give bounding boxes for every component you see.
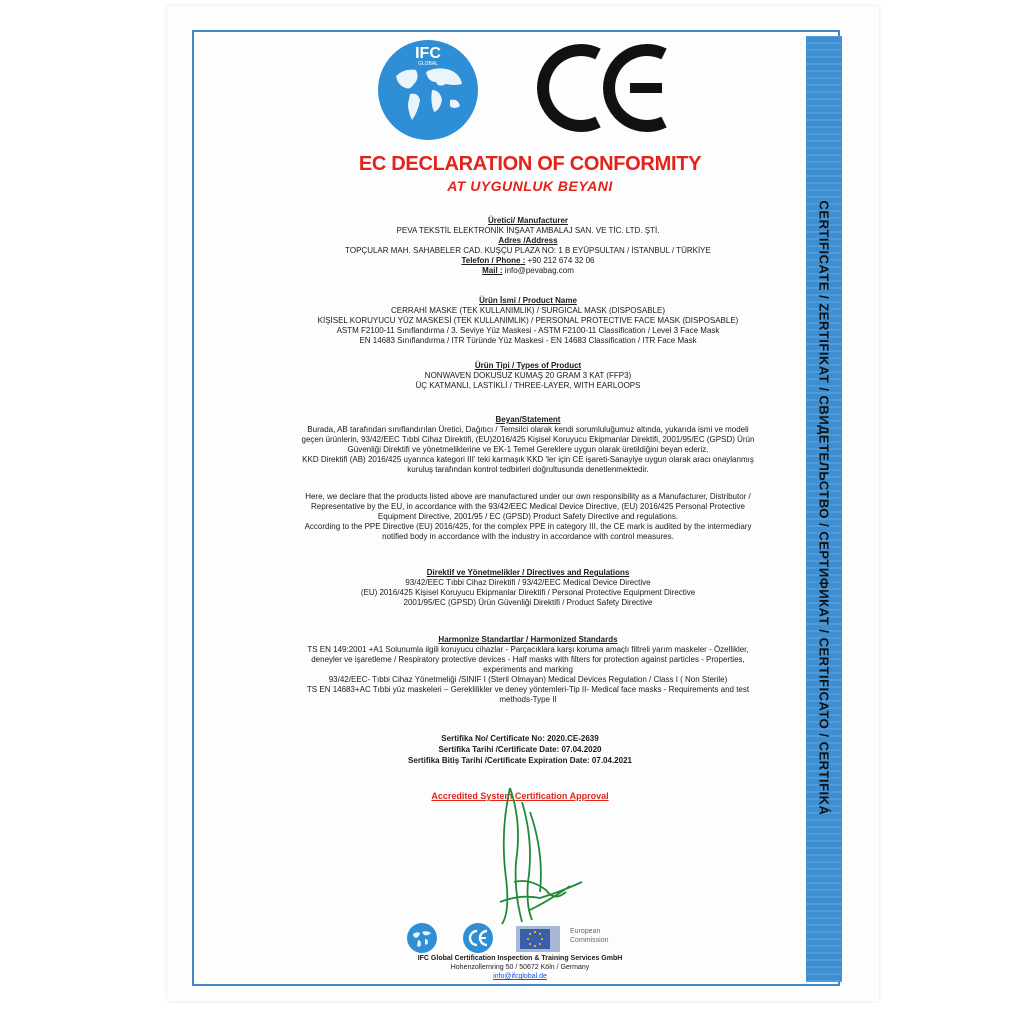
manufacturer-name: PEVA TEKSTİL ELEKTRONİK İNŞAAT AMBALAJ SAN. VE TİC. LTD. ŞTİ. [396,226,660,235]
accredited-approval-text: Accredited System Certification Approval [431,791,609,801]
directives-section [240,568,816,608]
phone-line [240,256,816,266]
product-section [240,296,816,346]
eu-line-1: European [570,928,601,935]
types-heading: Ürün Tipi / Types of Product [474,361,582,370]
statement-heading: Beyan/Statement [495,415,561,424]
types-line: ÜÇ KATMANLI, LASTİKLİ / THREE-LAYER, WITH EARLOOPS [415,381,641,390]
address-heading: Adres /Address [498,236,558,245]
statement-tr-line: Burada, AB tarafından sınıflandırılan Üretici, Dağıtıcı / Temsilci olarak kendi sorumluluğumuz altında, yukarıda ismi ve modeli [307,425,749,434]
footer-ce-logo [462,922,494,954]
statement-en-line: Representative by the EU, in accordance with the 93/42/EEC Medical Device Directive, (EU) 2016/425 Personal Protective [311,502,745,511]
mail-line [240,266,816,276]
statement-en-line: Equipment Directive, 2001/95 / EC (GPSD) Product Safety Directive and regulations. [377,512,679,521]
statement-tr-line: geçen ürünlerin, 93/42/EEC Tıbbi Cihaz Direktifi, (EU)2016/425 Kişisel Koruyucu Ekipmanlar Direktifi, 2001/95/EC (GPSD) Ürün [301,435,755,444]
european-commission-label [570,927,609,945]
types-line: NONWAVEN DOKUSUZ KUMAŞ 20 GRAM 3 KAT (FFP3) [424,371,632,380]
sidebar-certificate-text: CERTIFICATE / ZERTIFIKAT / СВИДЕТЕЛЬСТВО / СЕРТИФИКАТ / CERTIFICATO / CERTIFIKÁ [816,200,832,816]
footer-company: IFC Global Certification Inspection & Training Services GmbH [417,955,623,962]
certificate-info [300,733,740,766]
ifc-logo-text: IFC [415,45,441,62]
standard-line: 93/42/EEC- Tıbbi Cihaz Yönetmeliği /SINIF I (Steril Olmayan) Medical Devices Regulation / Class I ( Non Sterile) [328,675,728,684]
product-line: CERRAHİ MASKE (TEK KULLANIMLIK) / SURGICAL MASK (DISPOSABLE) [391,306,665,315]
standards-section [240,635,816,705]
footer-address: Hohenzollernring 50 / 50672 Köln / Germany [450,964,590,971]
statement-en-line: According to the PPE Directive (EU) 2016/425, for the complex PPE in category III, the CE mark is audited by the intermediary [304,522,752,531]
standard-line: methods-Type II [499,695,557,704]
product-heading: Ürün İsmi / Product Name [479,296,577,305]
eu-line-2: Commission [570,937,609,944]
types-section [240,361,816,391]
standards-heading: Harmonize Standartlar / Harmonized Standards [438,635,618,644]
eu-flag-icon [516,926,560,952]
directive-line: 93/42/EEC Tıbbi Cihaz Direktifi / 93/42/EEC Medical Device Directive [405,578,651,587]
signature [470,782,590,932]
certificate-number: Sertifika No/ Certificate No: 2020.CE-2639 [441,734,599,743]
directive-line: (EU) 2016/425 Kişisel Koruyucu Ekipmanlar Direktifi / Personal Protective Equipment Directive [360,588,696,597]
manufacturer-section [240,216,816,276]
phone-value: +90 212 674 32 06 [525,256,595,265]
standard-line: TS EN 14683+AC Tıbbi yüz maskeleri – Gereklilikler ve deney yöntemleri-Tip II- Medical face masks - Requirements and test [306,685,750,694]
product-line: KİŞİSEL KORUYUCU YÜZ MASKESİ (TEK KULLANIMLIK) / PERSONAL PROTECTIVE FACE MASK (DISPOSABLE) [317,316,739,325]
page-subtitle: AT UYGUNLUK BEYANI [447,178,613,194]
ifc-logo [376,38,480,142]
product-line: EN 14683 Sınıflandırma / ITR Türünde Yüz Maskesi - EN 14683 Classification / ITR Face Mask [359,336,697,345]
statement-tr-line: kuruluş tarafından kontrol tedbirleri doğrultusunda denetlenmektedir. [407,465,649,474]
statement-section [240,415,816,475]
footer-email-link[interactable]: info@ifcglobal.de [493,973,547,980]
footer [330,954,710,981]
standard-line: experiments and marking [483,665,573,674]
statement-en-line: Here, we declare that the products listed above are manufactured under our own responsibility as a Manufacturer, Distributor / [305,492,751,501]
statement-en-line: notified body in accordance with the industry in accordance with control measures. [382,532,674,541]
certificate-date: Sertifika Tarihi /Certificate Date: 07.04.2020 [438,745,602,754]
standard-line: deneyler ve işaretleme / Respiratory protective devices - Half masks with filters for protection against particles - Properties, [311,655,745,664]
footer-ifc-logo [406,922,438,954]
statement-tr-line: KKD Direktifi (AB) 2016/425 uyarınca kategori III' teki karmaşık KKD 'ler için CE işareti-Sanayiye uygun olarak aracı onaylanmış [302,455,754,464]
ifc-logo-subtext: GLOBAL [417,61,439,67]
mail-value: info@pevabag.com [502,266,574,275]
product-line: ASTM F2100-11 Sınıflandırma / 3. Seviye Yüz Maskesi - ASTM F2100-11 Classification / Level 3 Face Mask [336,326,720,335]
directive-line: 2001/95/EC (GPSD) Ürün Güvenliği Direktifi / Product Safety Directive [403,598,653,607]
standard-line: TS EN 149:2001 +A1 Solunumla ilgili koruyucu cihazlar - Parçacıklara karşı koruma amaçlı filtreli yarım maskeler - Özellikler, [307,645,749,654]
directives-heading: Direktif ve Yönetmelikler / Directives and Regulations [426,568,630,577]
manufacturer-heading: Üretici/ Manufacturer [487,216,569,225]
manufacturer-address: TOPÇULAR MAH. SAHABELER CAD. KUŞÇU PLAZA NO: 1 B EYÜPSULTAN / İSTANBUL / TÜRKİYE [345,246,711,255]
statement-en-section [240,492,816,542]
statement-tr-line: Güvenliği Direktifi ve yönetmeliklerine ve EK-1 Temel Gereklere uygun olarak üretildiğini beyan ederiz. [347,445,709,454]
ce-mark-logo [536,40,672,136]
phone-label: Telefon / Phone : [461,256,526,265]
certificate-expiration: Sertifika Bitiş Tarihi /Certificate Expiration Date: 07.04.2021 [408,756,632,765]
mail-label: Mail : [482,266,503,275]
page-title: EC DECLARATION OF CONFORMITY [358,153,702,175]
